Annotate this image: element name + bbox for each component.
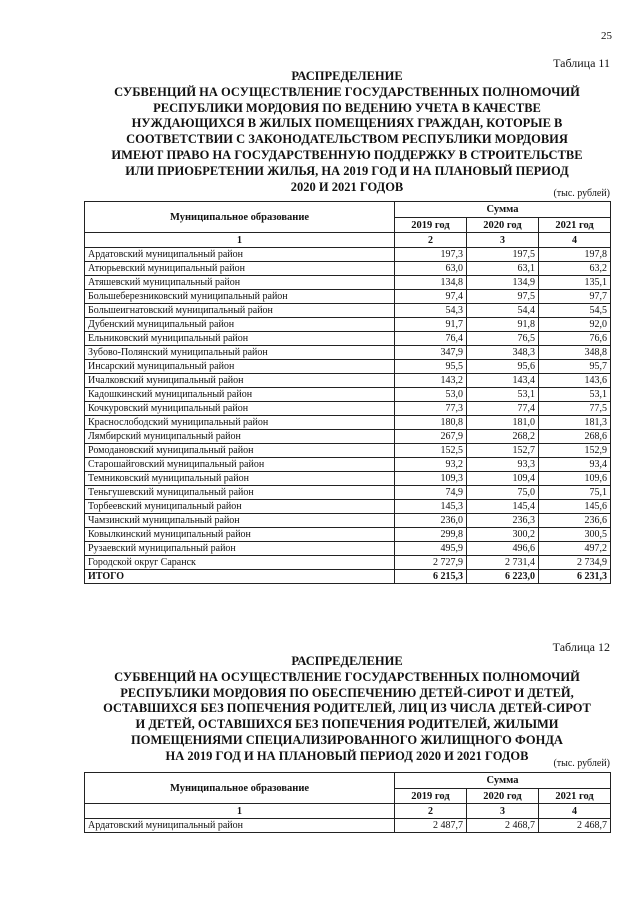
- amount-cell: 348,8: [539, 346, 611, 360]
- title-line: ПОМЕЩЕНИЯМИ СПЕЦИАЛИЗИРОВАННОГО ЖИЛИЩНОГО ФОНДА: [131, 732, 563, 747]
- amount-cell: 197,5: [467, 248, 539, 262]
- amount-cell: 97,4: [395, 290, 467, 304]
- municipality-cell: Ковылкинский муниципальный район: [85, 528, 395, 542]
- table-12: [84, 772, 611, 833]
- municipality-cell: Атюрьевский муниципальный район: [85, 262, 395, 276]
- amount-cell: 299,8: [395, 528, 467, 542]
- column-header-2021: 2021 год: [539, 218, 611, 233]
- amount-cell: 152,7: [467, 444, 539, 458]
- amount-cell: 135,1: [539, 276, 611, 290]
- amount-cell: 63,2: [539, 262, 611, 276]
- amount-cell: 77,5: [539, 402, 611, 416]
- column-header-2019: 2019 год: [395, 218, 467, 233]
- title-line: РЕСПУБЛИКИ МОРДОВИЯ ПО ВЕДЕНИЮ УЧЕТА В КАЧЕСТВЕ: [153, 100, 541, 115]
- total-amount: 6 231,3: [539, 570, 611, 584]
- amount-cell: 496,6: [467, 542, 539, 556]
- table-row: [85, 472, 611, 486]
- table-11: [84, 201, 611, 584]
- table-11-body: [85, 248, 611, 584]
- amount-cell: 54,5: [539, 304, 611, 318]
- title-line: НУЖДАЮЩИХСЯ В ЖИЛЫХ ПОМЕЩЕНИЯХ ГРАЖДАН, КОТОРЫЕ В: [131, 116, 563, 131]
- amount-cell: 54,3: [395, 304, 467, 318]
- table-row: [85, 304, 611, 318]
- table-row: [85, 332, 611, 346]
- title-line: ИМЕЮТ ПРАВО НА ГОСУДАРСТВЕННУЮ ПОДДЕРЖКУ В СТРОИТЕЛЬСТВЕ: [111, 147, 583, 162]
- column-number-1: 1: [85, 233, 395, 248]
- amount-cell: 95,6: [467, 360, 539, 374]
- municipality-cell: Кочкуровский муниципальный район: [85, 402, 395, 416]
- amount-cell: 75,0: [467, 486, 539, 500]
- column-number-3: 3: [467, 804, 539, 819]
- column-number-4: 4: [539, 804, 611, 819]
- table-row: [85, 318, 611, 332]
- title-line: РЕСПУБЛИКИ МОРДОВИЯ ПО ОБЕСПЕЧЕНИЮ ДЕТЕЙ-СИРОТ И ДЕТЕЙ,: [120, 685, 574, 700]
- column-header-2019: 2019 год: [395, 789, 467, 804]
- column-number-3: 3: [467, 233, 539, 248]
- amount-cell: 77,3: [395, 402, 467, 416]
- municipality-cell: Рузаевский муниципальный район: [85, 542, 395, 556]
- column-number-1: 1: [85, 804, 395, 819]
- title-line: И ДЕТЕЙ, ОСТАВШИХСЯ БЕЗ ПОПЕЧЕНИЯ РОДИТЕЛЕЙ, ЖИЛЫМИ: [135, 717, 559, 732]
- municipality-cell: Кадошкинский муниципальный район: [85, 388, 395, 402]
- amount-cell: 63,0: [395, 262, 467, 276]
- table-row: [85, 458, 611, 472]
- table-row: [85, 514, 611, 528]
- table-row: [85, 542, 611, 556]
- table-11-title: [84, 69, 610, 195]
- municipality-cell: Ельниковский муниципальный район: [85, 332, 395, 346]
- amount-cell: 347,9: [395, 346, 467, 360]
- total-amount: 6 223,0: [467, 570, 539, 584]
- column-header-sum: Сумма: [395, 202, 611, 218]
- municipality-cell: Большеберезниковский муниципальный район: [85, 290, 395, 304]
- amount-cell: 143,2: [395, 374, 467, 388]
- amount-cell: 91,7: [395, 318, 467, 332]
- table-row: [85, 248, 611, 262]
- amount-cell: 2 734,9: [539, 556, 611, 570]
- amount-cell: 95,7: [539, 360, 611, 374]
- amount-cell: 97,7: [539, 290, 611, 304]
- table-row: [85, 276, 611, 290]
- title-line: СООТВЕТСТВИИ С ЗАКОНОДАТЕЛЬСТВОМ РЕСПУБЛИКИ МОРДОВИЯ: [126, 132, 568, 147]
- column-header-2020: 2020 год: [467, 789, 539, 804]
- table-11-units: (тыс. рублей): [553, 188, 610, 199]
- table-row: [85, 500, 611, 514]
- municipality-cell: Старошайговский муниципальный район: [85, 458, 395, 472]
- amount-cell: 143,4: [467, 374, 539, 388]
- title-line: ОСТАВШИХСЯ БЕЗ ПОПЕЧЕНИЯ РОДИТЕЛЕЙ, ЛИЦ ИЗ ЧИСЛА ДЕТЕЙ-СИРОТ: [103, 701, 591, 716]
- amount-cell: 236,0: [395, 514, 467, 528]
- table-row: [85, 430, 611, 444]
- amount-cell: 76,4: [395, 332, 467, 346]
- table-12-units: (тыс. рублей): [553, 758, 610, 769]
- column-header-2021: 2021 год: [539, 789, 611, 804]
- amount-cell: 134,8: [395, 276, 467, 290]
- amount-cell: 348,3: [467, 346, 539, 360]
- amount-cell: 300,2: [467, 528, 539, 542]
- amount-cell: 497,2: [539, 542, 611, 556]
- amount-cell: 77,4: [467, 402, 539, 416]
- table-12-body: [85, 819, 611, 833]
- table-row: [85, 290, 611, 304]
- amount-cell: 181,0: [467, 416, 539, 430]
- amount-cell: 53,0: [395, 388, 467, 402]
- title-line: ИЛИ ПРИОБРЕТЕНИИ ЖИЛЬЯ, НА 2019 ГОД И НА ПЛАНОВЫЙ ПЕРИОД: [125, 163, 569, 178]
- municipality-cell: Ардатовский муниципальный район: [85, 819, 395, 833]
- municipality-cell: Большеигнатовский муниципальный район: [85, 304, 395, 318]
- amount-cell: 76,5: [467, 332, 539, 346]
- municipality-cell: Торбеевский муниципальный район: [85, 500, 395, 514]
- amount-cell: 134,9: [467, 276, 539, 290]
- column-number-2: 2: [395, 804, 467, 819]
- amount-cell: 2 727,9: [395, 556, 467, 570]
- amount-cell: 97,5: [467, 290, 539, 304]
- table-row: [85, 346, 611, 360]
- amount-cell: 54,4: [467, 304, 539, 318]
- amount-cell: 91,8: [467, 318, 539, 332]
- amount-cell: 268,2: [467, 430, 539, 444]
- table-row: [85, 528, 611, 542]
- municipality-cell: Чамзинский муниципальный район: [85, 514, 395, 528]
- municipality-cell: Ромодановский муниципальный район: [85, 444, 395, 458]
- municipality-cell: Теньгушевский муниципальный район: [85, 486, 395, 500]
- total-row: [85, 570, 611, 584]
- amount-cell: 495,9: [395, 542, 467, 556]
- table-row: [85, 486, 611, 500]
- amount-cell: 109,6: [539, 472, 611, 486]
- amount-cell: 2 731,4: [467, 556, 539, 570]
- table-12-title: [84, 654, 610, 765]
- amount-cell: 93,2: [395, 458, 467, 472]
- amount-cell: 143,6: [539, 374, 611, 388]
- table-row: [85, 444, 611, 458]
- municipality-cell: Ичалковский муниципальный район: [85, 374, 395, 388]
- municipality-cell: Городской округ Саранск: [85, 556, 395, 570]
- amount-cell: 95,5: [395, 360, 467, 374]
- amount-cell: 53,1: [467, 388, 539, 402]
- amount-cell: 152,9: [539, 444, 611, 458]
- title-line: НА 2019 ГОД И НА ПЛАНОВЫЙ ПЕРИОД 2020 И 2021 ГОДОВ: [165, 748, 529, 763]
- amount-cell: 236,6: [539, 514, 611, 528]
- amount-cell: 2 468,7: [539, 819, 611, 833]
- amount-cell: 2 468,7: [467, 819, 539, 833]
- amount-cell: 300,5: [539, 528, 611, 542]
- table-row: [85, 556, 611, 570]
- amount-cell: 109,4: [467, 472, 539, 486]
- table-row: [85, 402, 611, 416]
- amount-cell: 145,6: [539, 500, 611, 514]
- table-12-label: Таблица 12: [552, 640, 610, 654]
- title-line: РАСПРЕДЕЛЕНИЕ: [291, 69, 403, 83]
- municipality-cell: Инсарский муниципальный район: [85, 360, 395, 374]
- table-row: [85, 388, 611, 402]
- amount-cell: 268,6: [539, 430, 611, 444]
- table-11-label: Таблица 11: [553, 56, 610, 70]
- table-row: [85, 819, 611, 833]
- column-number-2: 2: [395, 233, 467, 248]
- amount-cell: 93,3: [467, 458, 539, 472]
- municipality-cell: Лямбирский муниципальный район: [85, 430, 395, 444]
- title-line: СУБВЕНЦИЙ НА ОСУЩЕСТВЛЕНИЕ ГОСУДАРСТВЕННЫХ ПОЛНОМОЧИЙ: [114, 84, 580, 99]
- table-row: [85, 262, 611, 276]
- amount-cell: 145,3: [395, 500, 467, 514]
- column-header-sum: Сумма: [395, 773, 611, 789]
- total-amount: 6 215,3: [395, 570, 467, 584]
- amount-cell: 75,1: [539, 486, 611, 500]
- amount-cell: 74,9: [395, 486, 467, 500]
- amount-cell: 2 487,7: [395, 819, 467, 833]
- amount-cell: 63,1: [467, 262, 539, 276]
- amount-cell: 93,4: [539, 458, 611, 472]
- title-line: СУБВЕНЦИЙ НА ОСУЩЕСТВЛЕНИЕ ГОСУДАРСТВЕННЫХ ПОЛНОМОЧИЙ: [114, 669, 580, 684]
- table-row: [85, 416, 611, 430]
- municipality-cell: Атяшевский муниципальный район: [85, 276, 395, 290]
- amount-cell: 197,3: [395, 248, 467, 262]
- amount-cell: 197,8: [539, 248, 611, 262]
- table-row: [85, 374, 611, 388]
- municipality-cell: Дубенский муниципальный район: [85, 318, 395, 332]
- title-line: 2020 И 2021 ГОДОВ: [290, 179, 404, 194]
- page-number: 25: [601, 30, 612, 42]
- municipality-cell: Ардатовский муниципальный район: [85, 248, 395, 262]
- amount-cell: 76,6: [539, 332, 611, 346]
- municipality-cell: Зубово-Полянский муниципальный район: [85, 346, 395, 360]
- amount-cell: 92,0: [539, 318, 611, 332]
- municipality-cell: Темниковский муниципальный район: [85, 472, 395, 486]
- amount-cell: 181,3: [539, 416, 611, 430]
- municipality-cell: Краснослободский муниципальный район: [85, 416, 395, 430]
- amount-cell: 180,8: [395, 416, 467, 430]
- column-header-municipality: Муниципальное образование: [85, 202, 395, 233]
- amount-cell: 152,5: [395, 444, 467, 458]
- amount-cell: 109,3: [395, 472, 467, 486]
- title-line: РАСПРЕДЕЛЕНИЕ: [291, 654, 403, 668]
- amount-cell: 236,3: [467, 514, 539, 528]
- column-header-2020: 2020 год: [467, 218, 539, 233]
- total-label: ИТОГО: [85, 570, 395, 584]
- amount-cell: 53,1: [539, 388, 611, 402]
- table-row: [85, 360, 611, 374]
- column-header-municipality: Муниципальное образование: [85, 773, 395, 804]
- column-number-4: 4: [539, 233, 611, 248]
- amount-cell: 145,4: [467, 500, 539, 514]
- amount-cell: 267,9: [395, 430, 467, 444]
